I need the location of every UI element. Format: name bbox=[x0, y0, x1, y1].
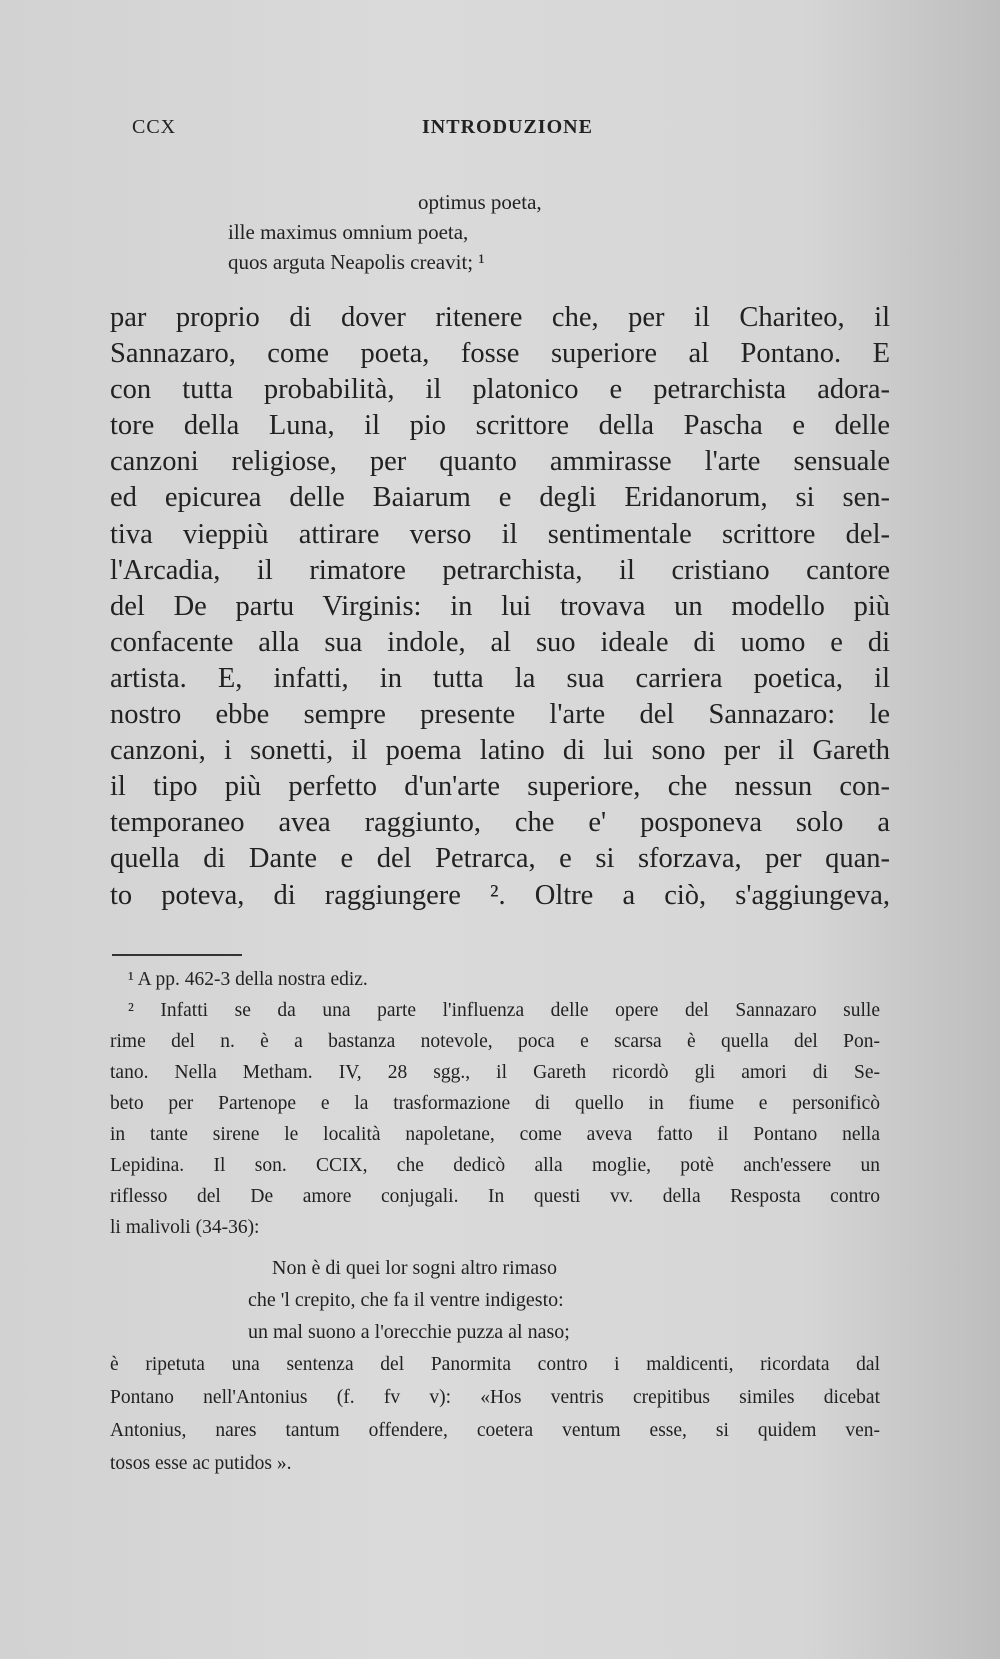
text-line: ed epicurea delle Baiarum e degli Eridanorum, si sen- bbox=[110, 482, 890, 514]
verse-line: quos arguta Neapolis creavit; ¹ bbox=[228, 250, 485, 274]
page-header bbox=[132, 116, 832, 146]
text-line: il tipo più perfetto d'un'arte superiore, che nessun con- bbox=[110, 771, 890, 803]
footnote-line: ¹ A pp. 462-3 della nostra ediz. bbox=[128, 969, 368, 990]
footnote-line: Antonius, nares tantum offendere, coetera ventum esse, si quidem ven- bbox=[110, 1420, 880, 1441]
main-text bbox=[110, 300, 890, 914]
footnote-line: rime del n. è a bastanza notevole, poca e scarsa è quella del Pon- bbox=[110, 1031, 880, 1052]
footnote-line: ² Infatti se da una parte l'influenza delle opere del Sannazaro sulle bbox=[128, 1000, 880, 1021]
verse-line: optimus poeta, bbox=[418, 190, 542, 214]
footnote-line: tosos esse ac putidos ». bbox=[110, 1453, 292, 1474]
text-line: l'Arcadia, il rimatore petrarchista, il cristiano cantore bbox=[110, 554, 890, 586]
footnote-line: Lepidina. Il son. CCIX, che dedicò alla moglie, potè anch'essere un bbox=[110, 1155, 880, 1176]
page-number: CCX bbox=[132, 116, 177, 138]
text-line: tore della Luna, il pio scrittore della Pascha e delle bbox=[110, 410, 890, 442]
text-line: canzoni religiose, per quanto ammirasse l'arte sensuale bbox=[110, 446, 890, 478]
text-line: quella di Dante e del Petrarca, e si sforzava, per quan- bbox=[110, 843, 890, 875]
footnote-line: è ripetuta una sentenza del Panormita contro i maldicenti, ricordata dal bbox=[110, 1354, 880, 1375]
footnote-line: riflesso del De amore conjugali. In questi vv. della Resposta contro bbox=[110, 1186, 880, 1207]
text-line: confacente alla sua indole, al suo ideale di uomo e di bbox=[110, 626, 890, 658]
text-line: del De partu Virginis: in lui trovava un modello più bbox=[110, 590, 890, 622]
footnote-line: li malivoli (34-36): bbox=[110, 1217, 260, 1238]
running-title: INTRODUZIONE bbox=[422, 116, 593, 138]
quote-line: Non è di quei lor sogni altro rimaso bbox=[272, 1257, 557, 1279]
text-line: artista. E, infatti, in tutta la sua carriera poetica, il bbox=[110, 662, 890, 694]
text-line: Sannazaro, come poeta, fosse superiore al Pontano. E bbox=[110, 338, 890, 370]
quote-line: un mal suono a l'orecchie puzza al naso; bbox=[248, 1321, 570, 1343]
quote-line: che 'l crepito, che fa il ventre indigesto: bbox=[248, 1289, 564, 1311]
text-line: con tutta probabilità, il platonico e petrarchista adora- bbox=[110, 374, 890, 406]
footnotes bbox=[110, 964, 880, 1243]
footnote-line: beto per Partenope e la trasformazione di quello in fiume e personificò bbox=[110, 1093, 880, 1114]
footnote-line: in tante sirene le località napoletane, come aveva fatto il Pontano nella bbox=[110, 1124, 880, 1145]
text-line: to poteva, di raggiungere ². Oltre a ciò, s'aggiungeva, bbox=[110, 879, 890, 911]
text-line: par proprio di dover ritenere che, per il Chariteo, il bbox=[110, 302, 890, 333]
footnote-rule bbox=[112, 954, 242, 956]
footnote-line: tano. Nella Metham. IV, 28 sgg., il Gareth ricordò gli amori di Se- bbox=[110, 1062, 880, 1083]
footnotes-continued bbox=[110, 1348, 880, 1480]
footnote-line: Pontano nell'Antonius (f. fv v): «Hos ventris crepitibus similes dicebat bbox=[110, 1387, 880, 1408]
text-line: canzoni, i sonetti, il poema latino di lui sono per il Gareth bbox=[110, 735, 890, 767]
text-line: tiva vieppiù attirare verso il sentimentale scrittore del- bbox=[110, 518, 890, 550]
text-line: temporaneo avea raggiunto, che e' posponeva solo a bbox=[110, 807, 890, 839]
text-line: nostro ebbe sempre presente l'arte del Sannazaro: le bbox=[110, 699, 890, 731]
verse-line: ille maximus omnium poeta, bbox=[228, 220, 469, 244]
